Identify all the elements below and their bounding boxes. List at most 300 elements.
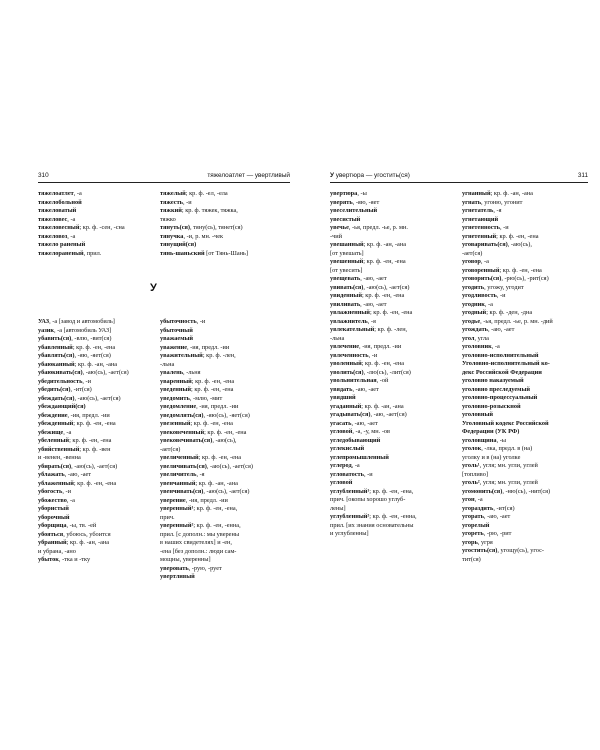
- dictionary-entry: [38, 344, 156, 353]
- entry-grammar: , -а [завод и автомобиль]: [49, 318, 115, 325]
- dictionary-entry: [330, 386, 456, 395]
- entry-grammar: , убоюсь, убоится: [63, 530, 111, 538]
- dictionary-entry: [38, 369, 156, 378]
- entry-grammar: , -и: [62, 488, 71, 495]
- dictionary-entry: [38, 386, 156, 395]
- dictionary-entry: [462, 496, 590, 505]
- dictionary-entry: [462, 352, 590, 361]
- entry-grammar: , -я: [196, 471, 205, 478]
- section-letter: У: [150, 282, 157, 294]
- dictionary-entry: [160, 216, 292, 225]
- dictionary-entry: [330, 420, 456, 429]
- entry-headword: угостить(ся): [462, 547, 498, 554]
- right-page-number: 311: [577, 172, 588, 179]
- left-column-1-bottom: [38, 318, 156, 565]
- entry-headword: угадывать(ся): [330, 411, 371, 418]
- entry-grammar: ; кр. ф. -ен, -енна,: [369, 513, 417, 520]
- entry-headword: увлажнитель: [330, 317, 368, 325]
- entry-grammar: , -аю, -ает: [360, 275, 387, 282]
- entry-grammar: , -ы: [496, 436, 507, 444]
- dictionary-entry: [462, 326, 590, 335]
- entry-grammar: , -лка, предл. в (на): [481, 445, 533, 452]
- entry-grammar: ; кр. ф. -ен, -ена: [361, 292, 405, 299]
- entry-grammar: ; кр. ф. -ан, -ана: [66, 539, 110, 546]
- entry-grammar: , -и: [496, 292, 506, 299]
- entry-grammar: ; кр. ф. -ен, -ена,: [193, 505, 238, 512]
- entry-headword: ублаженный: [38, 479, 74, 487]
- entry-grammar: [топливо]: [462, 470, 488, 478]
- entry-grammar: и углубленны]: [330, 530, 369, 537]
- entry-headword: уведомить: [160, 394, 190, 402]
- entry-headword: увеличитель: [160, 471, 197, 478]
- dictionary-entry: [462, 505, 590, 514]
- entry-headword: уведенный: [160, 386, 192, 393]
- dictionary-entry: [38, 395, 156, 404]
- dictionary-entry: [38, 190, 156, 199]
- dictionary-entry: [160, 548, 292, 557]
- entry-grammar: в наших свидетелях] и -ен,: [160, 539, 232, 546]
- entry-grammar: ; кр. ф. -лен,: [202, 352, 236, 359]
- entry-grammar: , -ия, предл. -ии: [196, 403, 239, 410]
- dictionary-entry: [462, 386, 590, 395]
- entry-headword: уголовно-розыскной: [462, 402, 521, 410]
- entry-grammar: , -аю, -ает: [351, 419, 378, 427]
- entry-headword: увековеченный: [160, 428, 205, 436]
- entry-grammar: , прил.: [83, 249, 102, 257]
- dictionary-entry: [160, 420, 292, 429]
- entry-grammar: , -и: [82, 377, 92, 385]
- dictionary-entry: [160, 327, 292, 336]
- dictionary-entry: [462, 275, 590, 284]
- entry-grammar: , -ья, предл. -ье, р. мн. -дий: [480, 317, 553, 325]
- dictionary-entry: [462, 539, 590, 548]
- entry-headword: углубленный¹: [330, 487, 370, 495]
- dictionary-entry: [160, 412, 292, 421]
- entry-headword: тяжеловоз: [38, 232, 68, 240]
- entry-grammar: , -аю(сь),: [212, 437, 237, 444]
- dictionary-entry: [462, 284, 590, 293]
- entry-headword: убеждение: [38, 411, 68, 419]
- dictionary-entry: [38, 556, 156, 565]
- dictionary-entry: [160, 335, 292, 344]
- entry-grammar: ; кр. ф. -ен, -ена: [204, 428, 247, 436]
- entry-grammar: -ает(ся): [462, 249, 483, 257]
- dictionary-entry: [38, 471, 156, 480]
- entry-grammar: ; кр. ф. -ен, -ена: [69, 437, 112, 444]
- dictionary-entry: [160, 488, 292, 497]
- entry-grammar: , -аю, -ает(ся): [370, 411, 407, 418]
- dictionary-entry: [462, 530, 590, 539]
- entry-grammar: ; кр. ф. -ен, -ена: [191, 377, 235, 385]
- dictionary-entry: [330, 377, 456, 386]
- entry-headword: угловой: [330, 479, 353, 486]
- entry-headword: убористый: [38, 505, 69, 512]
- dictionary-entry: [160, 437, 292, 446]
- dictionary-entry: [38, 488, 156, 497]
- entry-grammar: , -яю, -яет(ся): [74, 352, 111, 359]
- entry-headword: уголовно наказуемый: [462, 377, 524, 384]
- entry-grammar: , -ой: [376, 377, 389, 384]
- entry-grammar: [от Тянь-Шань]: [204, 249, 248, 257]
- dictionary-entry: [160, 539, 292, 548]
- entry-headword: увеселительный: [330, 207, 378, 214]
- entry-grammar: , -а: [351, 462, 360, 469]
- entry-headword: угомонить(ся): [462, 487, 503, 495]
- entry-headword: уверенный¹: [160, 505, 194, 512]
- entry-headword: уборщица: [38, 522, 67, 529]
- entry-grammar: , тяну(сь), тянет(ся): [190, 224, 243, 231]
- entry-grammar: , -а: [484, 300, 493, 308]
- entry-grammar: ; кр. ф. -ен, -ена: [191, 386, 234, 393]
- left-column-1-top: [38, 190, 156, 258]
- entry-headword: увенчанный: [160, 479, 196, 487]
- entry-headword: угорать: [462, 513, 484, 520]
- entry-headword: уголовник: [462, 343, 492, 350]
- dictionary-entry: [38, 352, 156, 361]
- entry-grammar: , -аю(сь), -ает(ся): [71, 462, 118, 470]
- entry-grammar: ; кр. ф. -ен, -ена: [72, 343, 116, 351]
- dictionary-entry: [160, 199, 292, 208]
- entry-grammar: , -и: [499, 224, 509, 231]
- entry-headword: угол: [462, 334, 475, 342]
- dictionary-entry: [38, 463, 156, 472]
- entry-grammar: ; кр. ф. -ен, -ена: [190, 420, 233, 427]
- entry-grammar: и убрана, -ано: [38, 547, 76, 555]
- entry-headword: убояться: [38, 530, 64, 538]
- dictionary-entry: [330, 199, 456, 208]
- entry-grammar: прил. [их знания основательны: [330, 521, 414, 529]
- right-page: [300, 0, 600, 750]
- entry-headword: убыточность: [160, 318, 197, 325]
- entry-headword: увядший: [330, 394, 356, 401]
- entry-headword: уговоренный: [462, 266, 500, 274]
- dictionary-entry: [330, 267, 456, 276]
- entry-grammar: ; кр. ф. -ан, -ана: [74, 360, 118, 368]
- entry-grammar: -чий: [330, 232, 343, 240]
- entry-headword: увольнительная: [330, 377, 377, 384]
- entry-headword: угон: [462, 496, 475, 503]
- dictionary-entry: [330, 369, 456, 378]
- entry-headword: увлечение: [330, 343, 360, 350]
- entry-grammar: , -и, р. мн. -чек: [183, 232, 224, 240]
- entry-grammar: , -млю, -мит: [189, 394, 223, 402]
- entry-headword: угодить: [462, 283, 485, 291]
- dictionary-entry: [330, 513, 456, 522]
- entry-grammar: -льна: [330, 334, 345, 342]
- entry-headword: уговаривать(ся): [462, 241, 508, 248]
- dictionary-entry: [330, 233, 456, 242]
- entry-headword: уволить(ся): [330, 368, 364, 376]
- entry-grammar: , -я: [493, 207, 502, 214]
- dictionary-entry: [38, 497, 156, 506]
- dictionary-entry: [330, 403, 456, 412]
- left-column-2-top: [160, 190, 292, 258]
- entry-headword: увалень: [160, 369, 184, 376]
- dictionary-entry: [160, 207, 292, 216]
- dictionary-entry: [38, 539, 156, 548]
- entry-headword: угловой: [330, 428, 353, 435]
- dictionary-entry: [38, 361, 156, 370]
- entry-headword: Уголовный кодекс Российской: [462, 419, 549, 427]
- entry-headword: угледобывающий: [330, 436, 381, 444]
- entry-headword: тяжеловатый: [38, 207, 77, 214]
- entry-headword: уверение: [160, 496, 186, 504]
- dictionary-entry: [330, 394, 456, 403]
- dictionary-entry: [38, 216, 156, 225]
- entry-grammar: прич.: [160, 513, 175, 521]
- entry-headword: уверять: [330, 198, 353, 206]
- entry-grammar: , -ит(ся): [493, 504, 515, 512]
- entry-headword: угодливость: [462, 292, 497, 299]
- entry-headword: убийственный: [38, 445, 80, 453]
- entry-headword: тяжелобольной: [38, 198, 82, 206]
- entry-grammar: тяжко: [160, 215, 176, 223]
- dictionary-entry: [330, 309, 456, 318]
- dictionary-entry: [462, 190, 590, 199]
- entry-grammar: ; кр. ф. -ен, -ена: [73, 420, 116, 427]
- entry-headword: уваренный: [160, 377, 192, 385]
- right-page-header: [330, 172, 588, 183]
- dictionary-entry: [330, 522, 456, 531]
- entry-grammar: , угоню, угонит: [481, 198, 523, 206]
- dictionary-entry: [330, 292, 456, 301]
- entry-headword: тяжкий: [160, 207, 182, 214]
- dictionary-entry: [462, 369, 590, 378]
- entry-grammar: , -яю, -яет: [352, 198, 380, 206]
- entry-grammar: уголку и в (на) уголке: [462, 453, 521, 461]
- dictionary-entry: [462, 420, 590, 429]
- entry-headword: увиденный: [330, 292, 362, 299]
- entry-headword: тяжеловес: [38, 215, 68, 223]
- entry-headword: угнанный: [462, 190, 491, 197]
- entry-grammar: , -ия, предл. -ии: [67, 411, 110, 419]
- entry-headword: убыточный: [160, 326, 193, 334]
- dictionary-entry: [462, 462, 590, 471]
- right-running-head-wrap: [330, 172, 410, 179]
- entry-headword: тяжело раненый: [38, 241, 86, 248]
- entry-headword: уговор: [462, 258, 481, 265]
- entry-headword: угодье: [462, 317, 481, 325]
- entry-grammar: , -аю, -ает: [352, 385, 379, 393]
- entry-headword: убаюкивать(ся): [38, 369, 83, 376]
- dictionary-entry: [462, 445, 590, 454]
- dictionary-entry: [462, 479, 590, 488]
- entry-headword: тянучка: [160, 232, 184, 240]
- entry-grammar: ; кр. ф. тяжек, тяжка,: [181, 207, 238, 214]
- entry-grammar: , -а, -у, мн. -ов: [352, 428, 391, 435]
- entry-headword: угорь: [462, 538, 478, 546]
- dictionary-entry: [38, 412, 156, 421]
- entry-headword: уведомление: [160, 403, 197, 410]
- entry-headword: увековечивать(ся): [160, 437, 213, 444]
- entry-headword: уголовно-процессуальный: [462, 394, 538, 401]
- entry-grammar: прил. [с дополн.: мы уверены: [160, 530, 240, 538]
- dictionary-entry: [38, 233, 156, 242]
- dictionary-entry: [160, 352, 292, 361]
- dictionary-entry: [160, 241, 292, 250]
- right-running-head: увертюра — угостить(ся): [335, 172, 410, 179]
- entry-headword: уважение: [160, 343, 188, 351]
- entry-headword: убирать(ся): [38, 462, 72, 470]
- dictionary-entry: [462, 360, 590, 369]
- entry-headword: убавленный: [38, 343, 73, 351]
- entry-headword: убогость: [38, 488, 63, 495]
- entry-grammar: , угля; мн. угли, углей: [479, 479, 538, 486]
- dictionary-entry: [330, 258, 456, 267]
- entry-grammar: , угря: [477, 538, 493, 546]
- entry-headword: угасать: [330, 419, 352, 427]
- dictionary-entry: [330, 216, 456, 225]
- entry-grammar: [от увешать]: [330, 249, 364, 257]
- entry-headword: тянуть(ся): [160, 224, 191, 231]
- entry-headword: убожество: [38, 496, 67, 504]
- dictionary-entry: [330, 411, 456, 420]
- entry-headword: угождать: [462, 326, 489, 333]
- entry-headword: угнетатель: [462, 207, 494, 214]
- entry-grammar: мощны, уверенны]: [160, 556, 211, 563]
- entry-headword: увиливать: [330, 300, 361, 308]
- entry-grammar: , -аю, -ает: [483, 513, 511, 520]
- entry-headword: уборочный: [38, 513, 70, 521]
- dictionary-entry: [38, 335, 156, 344]
- entry-headword: тяжелоатлет: [38, 190, 74, 197]
- entry-headword: декс Российской Федерации: [462, 368, 542, 376]
- entry-grammar: , угля; мн. угли, углей: [479, 462, 538, 469]
- entry-grammar: , -я: [367, 317, 376, 325]
- entry-headword: убранный: [38, 539, 67, 546]
- dictionary-entry: [330, 207, 456, 216]
- entry-grammar: , -ит(ся): [70, 386, 92, 393]
- entry-grammar: , -лю(сь), -лит(ся): [363, 368, 411, 376]
- dictionary-entry: [160, 497, 292, 506]
- dictionary-entry: [462, 428, 590, 437]
- entry-headword: увядать: [330, 385, 353, 393]
- entry-grammar: , -ы, тв. -ей: [66, 522, 97, 529]
- entry-grammar: тит(ся): [462, 555, 481, 563]
- entry-grammar: , угожу, угодит: [484, 283, 524, 291]
- dictionary-entry: [330, 428, 456, 437]
- dictionary-entry: [160, 344, 292, 353]
- entry-grammar: , -тка и -тку: [58, 556, 91, 563]
- dictionary-entry: [462, 224, 590, 233]
- entry-headword: увешенный: [330, 258, 364, 265]
- entry-grammar: ; кр. ф. -ан, -ана: [363, 241, 406, 248]
- dictionary-entry: [330, 284, 456, 293]
- entry-grammar: прич. [окопы хорошо углуб-: [330, 496, 406, 503]
- entry-grammar: , -аю(сь), -ает(ся): [74, 394, 121, 402]
- entry-headword: уважительный: [160, 352, 203, 359]
- entry-grammar: , -рую, -рует: [188, 564, 222, 572]
- dictionary-entry: [462, 437, 590, 446]
- dictionary-entry: [330, 471, 456, 480]
- entry-grammar: ; кр. ф. -вен: [79, 445, 111, 453]
- entry-grammar: -ает(ся): [160, 445, 181, 453]
- dictionary-entry: [160, 386, 292, 395]
- dictionary-entry: [462, 471, 590, 480]
- dictionary-entry: [38, 437, 156, 446]
- entry-headword: тяжелораненый: [38, 249, 84, 257]
- entry-grammar: ; кр. ф. -ден, -дна: [486, 309, 533, 316]
- entry-grammar: -льна: [160, 360, 175, 368]
- dictionary-entry: [38, 522, 156, 531]
- dictionary-entry: [160, 446, 292, 455]
- entry-headword: угаданный: [330, 402, 362, 410]
- entry-grammar: -ена [без дополн.: люди сам-: [160, 547, 237, 555]
- dictionary-entry: [462, 241, 590, 250]
- entry-grammar: , -а: [67, 215, 76, 223]
- dictionary-entry: [38, 480, 156, 489]
- dictionary-entry: [160, 514, 292, 523]
- entry-headword: уважаемый: [160, 335, 194, 342]
- dictionary-entry: [462, 547, 590, 556]
- entry-headword: угнетающий: [462, 215, 499, 223]
- entry-headword: увеличивать(ся): [160, 462, 207, 470]
- entry-headword: уведомлять(ся): [160, 411, 204, 419]
- right-letter-marker: У: [330, 172, 334, 179]
- dictionary-entry: [160, 233, 292, 242]
- dictionary-entry: [38, 224, 156, 233]
- entry-grammar: , -аю, -ает: [360, 300, 387, 308]
- dictionary-entry: [462, 318, 590, 327]
- dictionary-entry: [160, 369, 292, 378]
- entry-headword: уголь²: [462, 479, 480, 486]
- entry-grammar: , -рю, -рит: [483, 530, 512, 537]
- entry-headword: ублажать: [38, 471, 65, 478]
- entry-headword: увивать(ся): [330, 283, 364, 291]
- dictionary-entry: [330, 326, 456, 335]
- left-page-header: [38, 172, 290, 183]
- right-column-2: [462, 190, 590, 564]
- entry-headword: увлажненный: [330, 309, 370, 316]
- dictionary-entry: [38, 531, 156, 540]
- dictionary-entry: [330, 530, 456, 539]
- entry-headword: углерод: [330, 462, 352, 469]
- left-running-head: тяжелоатлет — увертливый: [207, 172, 290, 179]
- dictionary-entry: [462, 267, 590, 276]
- entry-headword: уголовно преследуемый: [462, 385, 531, 393]
- dictionary-entry: [160, 454, 292, 463]
- entry-grammar: ; кр. ф. -лен,: [374, 326, 408, 333]
- dictionary-entry: [330, 275, 456, 284]
- dictionary-entry: [330, 190, 456, 199]
- entry-grammar: , -ы: [357, 190, 367, 197]
- dictionary-entry: [38, 250, 156, 259]
- entry-grammar: , -аю(сь), -ает(ся): [82, 369, 129, 376]
- dictionary-entry: [462, 522, 590, 531]
- entry-headword: увезенный: [160, 420, 191, 427]
- dictionary-entry: [462, 454, 590, 463]
- entry-headword: убеждающий(ся): [38, 403, 86, 410]
- dictionary-entry: [462, 301, 590, 310]
- dictionary-entry: [462, 250, 590, 259]
- dictionary-entry: [160, 573, 292, 582]
- left-column-2-bottom: [160, 318, 292, 582]
- dictionary-entry: [38, 420, 156, 429]
- entry-headword: тяжесть: [160, 198, 183, 206]
- entry-grammar: , -а: [63, 428, 72, 436]
- dictionary-entry: [330, 454, 456, 463]
- dictionary-entry: [330, 241, 456, 250]
- entry-headword: углепромышленный: [330, 453, 389, 461]
- entry-headword: уазик: [38, 326, 55, 334]
- entry-grammar: , -аю(сь), -ает(ся): [206, 462, 253, 470]
- dictionary-entry: [160, 471, 292, 480]
- entry-headword: увенчивать(ся): [160, 488, 204, 495]
- dictionary-entry: [330, 488, 456, 497]
- entry-grammar: , -аю(сь),: [507, 241, 532, 248]
- right-column-1: [330, 190, 456, 539]
- dictionary-entry: [38, 318, 156, 327]
